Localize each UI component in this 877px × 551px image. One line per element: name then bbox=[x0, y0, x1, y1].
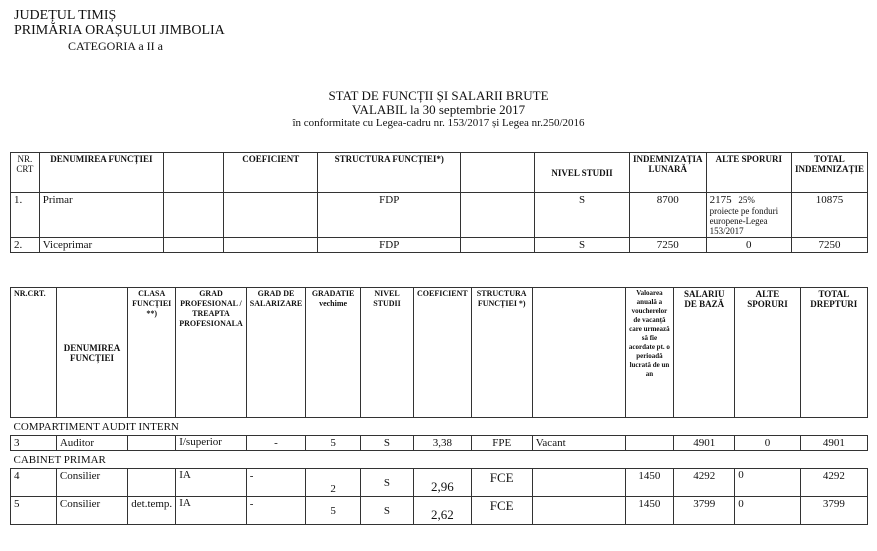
col-nivel: NIVEL STUDII bbox=[360, 288, 413, 418]
row-nr: 2. bbox=[11, 238, 40, 253]
row-nr: 5 bbox=[11, 497, 57, 525]
row-grad-profesional: IA bbox=[176, 469, 247, 497]
table-row bbox=[11, 497, 868, 525]
row-structura: FDP bbox=[318, 238, 461, 253]
alte-note: proiecte pe fonduri europene-Legea 153/2017 bbox=[709, 206, 779, 236]
table-row bbox=[11, 469, 868, 497]
row-alte-sporuri bbox=[706, 193, 791, 238]
table-row bbox=[11, 238, 868, 253]
col-structura: STRUCTURA FUNCȚIEI *) bbox=[471, 288, 532, 418]
col-grad-profesional: GRAD PROFESIONAL / TREAPTA PROFESIONALA bbox=[176, 288, 247, 418]
col-coeficient: COEFICIENT bbox=[414, 288, 472, 418]
col-salariu: SALARIU DE BAZĂ bbox=[674, 288, 735, 418]
col-total: TOTAL INDEMNIZAȚIE bbox=[791, 153, 867, 193]
row-grad-profesional: IA bbox=[176, 497, 247, 525]
institution-name: PRIMĂRIA ORAȘULUI JIMBOLIA bbox=[14, 23, 225, 38]
row-total: 7250 bbox=[791, 238, 867, 253]
document-valid-date: VALABIL la 30 septembrie 2017 bbox=[351, 102, 526, 117]
row-salariu: 4901 bbox=[674, 436, 735, 451]
row-clasa bbox=[128, 469, 176, 497]
section-row bbox=[11, 451, 868, 469]
document-title: STAT DE FUNCȚII ȘI SALARII BRUTE bbox=[328, 88, 549, 103]
row-grad-salarizare: - bbox=[246, 469, 305, 497]
row-nivel: S bbox=[360, 497, 413, 525]
section-title-cabinet: CABINET PRIMAR bbox=[11, 451, 868, 469]
section-row bbox=[11, 418, 868, 436]
row-coeficient: 2,62 bbox=[414, 497, 472, 525]
col-clasa: CLASA FUNCȚIEI **) bbox=[128, 288, 176, 418]
row-nivel: S bbox=[360, 436, 413, 451]
col-nr: NR. CRT bbox=[11, 153, 40, 193]
row-total: 4901 bbox=[800, 436, 867, 451]
col-denumire: DENUMIREA FUNCȚIEI bbox=[56, 288, 127, 418]
row-denumire: Consilier bbox=[56, 469, 127, 497]
row-nr: 1. bbox=[11, 193, 40, 238]
elected-officials-table bbox=[10, 152, 868, 253]
row-clasa: det.temp. bbox=[128, 497, 176, 525]
row-alte-sporuri: 0 bbox=[735, 469, 800, 497]
row-salariu: 3799 bbox=[674, 497, 735, 525]
row-total: 3799 bbox=[800, 497, 867, 525]
row-voucher bbox=[625, 436, 673, 451]
row-structura: FPE bbox=[471, 436, 532, 451]
row-structura: FCE bbox=[471, 469, 532, 497]
category: CATEGORIA a II a bbox=[68, 39, 163, 53]
document-legal-basis: în conformitate cu Legea-cadru nr. 153/2017 și Legea nr.250/2016 bbox=[292, 117, 585, 129]
row-denumire: Consilier bbox=[56, 497, 127, 525]
row-nivel: S bbox=[535, 193, 629, 238]
row-gradatie: 2 bbox=[306, 469, 361, 497]
row-clasa bbox=[128, 436, 176, 451]
row-gradatie: 5 bbox=[306, 497, 361, 525]
col-nivel: NIVEL STUDII bbox=[535, 153, 629, 193]
col-grad-salarizare: GRAD DE SALARIZARE bbox=[246, 288, 305, 418]
row-note bbox=[532, 469, 625, 497]
row-grad-profesional: I/superior bbox=[176, 436, 247, 451]
row-grad-salarizare: - bbox=[246, 497, 305, 525]
row-voucher: 1450 bbox=[625, 469, 673, 497]
row-grad-salarizare: - bbox=[246, 436, 305, 451]
row-coeficient: 2,96 bbox=[414, 469, 472, 497]
row-structura: FDP bbox=[318, 193, 461, 238]
row-total: 4292 bbox=[800, 469, 867, 497]
row-denumire: Auditor bbox=[56, 436, 127, 451]
row-nivel: S bbox=[360, 469, 413, 497]
row-denumire: Viceprimar bbox=[39, 238, 163, 253]
row-gradatie: 5 bbox=[306, 436, 361, 451]
row-total: 10875 bbox=[791, 193, 867, 238]
row-indemnizatia: 7250 bbox=[629, 238, 706, 253]
row-note bbox=[532, 497, 625, 525]
row-nr: 4 bbox=[11, 469, 57, 497]
col-nr: NR.CRT. bbox=[11, 288, 57, 418]
row-structura: FCE bbox=[471, 497, 532, 525]
col-structura: STRUCTURA FUNCȚIEI*) bbox=[318, 153, 461, 193]
alte-percent: 25% bbox=[738, 195, 755, 205]
alte-value: 2175 bbox=[709, 194, 732, 206]
col-gradatie: GRADATIE vechime bbox=[306, 288, 361, 418]
col-denumire: DENUMIREA FUNCȚIEI bbox=[39, 153, 163, 193]
row-note: Vacant bbox=[532, 436, 625, 451]
row-denumire: Primar bbox=[39, 193, 163, 238]
row-nivel: S bbox=[535, 238, 629, 253]
staff-table bbox=[10, 287, 868, 525]
row-salariu: 4292 bbox=[674, 469, 735, 497]
row-indemnizatia: 8700 bbox=[629, 193, 706, 238]
row-alte-sporuri: 0 bbox=[735, 436, 800, 451]
row-alte-sporuri: 0 bbox=[706, 238, 791, 253]
table-row bbox=[11, 436, 868, 451]
table-row bbox=[11, 193, 868, 238]
table-header-row bbox=[11, 153, 868, 193]
col-total: TOTAL DREPTURI bbox=[800, 288, 867, 418]
col-coeficient: COEFICIENT bbox=[224, 153, 318, 193]
row-coeficient: 3,38 bbox=[414, 436, 472, 451]
col-indemnizatia: INDEMNIZAȚIA LUNARĂ bbox=[629, 153, 706, 193]
table-header-row bbox=[11, 288, 868, 418]
col-voucher: Valoarea anuală a voucherelor de vacanță care urmează să fie acordate pt. o perioadă lucrată de un an bbox=[625, 288, 673, 418]
row-voucher: 1450 bbox=[625, 497, 673, 525]
col-alte-sporuri: ALTE SPORURI bbox=[706, 153, 791, 193]
row-alte-sporuri: 0 bbox=[735, 497, 800, 525]
col-alte-sporuri: ALTE SPORURI bbox=[735, 288, 800, 418]
row-nr: 3 bbox=[11, 436, 57, 451]
section-title-audit: COMPARTIMENT AUDIT INTERN bbox=[11, 418, 868, 436]
county-name: JUDEȚUL TIMIȘ bbox=[14, 8, 117, 23]
